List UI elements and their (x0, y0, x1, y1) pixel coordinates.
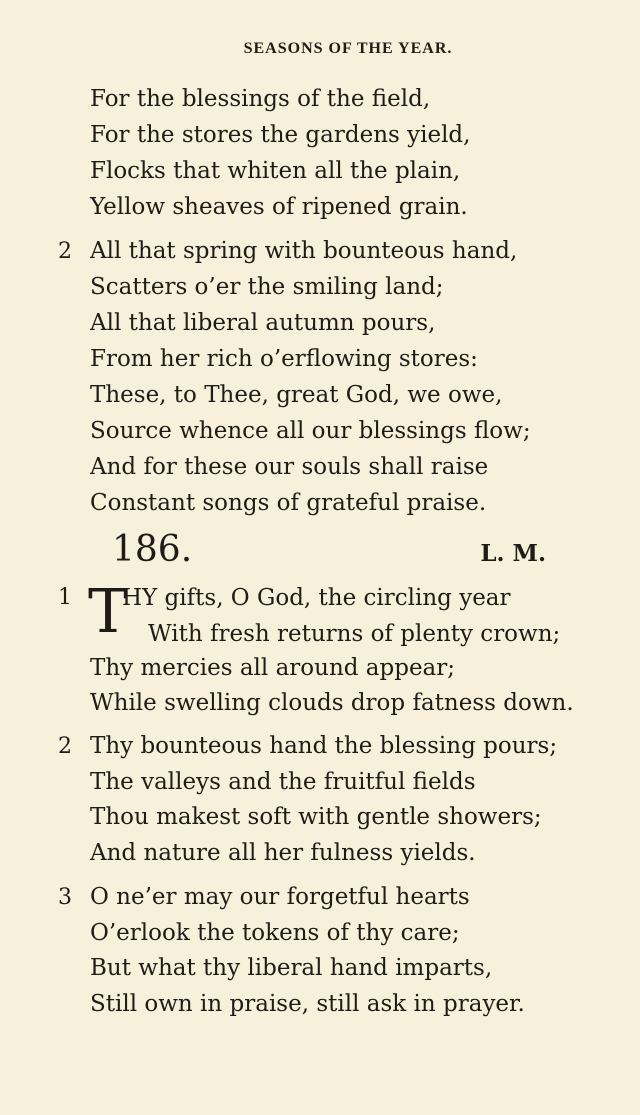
verse-line: Thy mercies all around appear; (90, 655, 456, 681)
stanza-number: 1 (58, 585, 72, 610)
stanza-number: 3 (58, 885, 72, 910)
verse-line: With fresh returns of plenty crown; (148, 621, 561, 647)
verse-line: While swelling clouds drop fatness down. (90, 690, 574, 716)
verse-line: Source whence all our blessings flow; (90, 418, 531, 444)
verse-line: Scatters o’er the smiling land; (90, 274, 444, 300)
hymn-meter: L. M. (480, 540, 546, 567)
verse-line: And nature all her fulness yields. (90, 840, 476, 866)
verse-line: Still own in praise, still ask in prayer. (90, 991, 525, 1017)
verse-line: The valleys and the fruitful fields (90, 769, 476, 795)
page-header: SEASONS OF THE YEAR. (243, 40, 453, 57)
verse-line: These, to Thee, great God, we owe, (90, 382, 503, 408)
verse-line: Flocks that whiten all the plain, (90, 158, 461, 184)
verse-line: But what thy liberal hand imparts, (90, 955, 493, 981)
hymn-number: 186. (112, 529, 193, 570)
stanza-number: 2 (58, 239, 72, 264)
verse-line: Thy bounteous hand the blessing pours; (90, 733, 558, 759)
verse-line: All that spring with bounteous hand, (90, 238, 518, 264)
stanza-number: 2 (58, 734, 72, 759)
verse-line: From her rich o’erflowing stores: (90, 346, 478, 372)
verse-line: For the blessings of the field, (90, 86, 431, 112)
verse-line: And for these our souls shall raise (90, 454, 489, 480)
verse-line: For the stores the gardens yield, (90, 122, 471, 148)
drop-cap: T (88, 577, 129, 647)
verse-line: Yellow sheaves of ripened grain. (90, 194, 468, 220)
verse-line: O ne’er may our forgetful hearts (90, 884, 470, 910)
verse-line: HY gifts, O God, the circling year (122, 585, 511, 611)
verse-line: All that liberal autumn pours, (90, 310, 436, 336)
verse-line: Thou makest soft with gentle showers; (90, 804, 542, 830)
verse-line: Constant songs of grateful praise. (90, 490, 487, 516)
verse-line: O’erlook the tokens of thy care; (90, 920, 460, 946)
